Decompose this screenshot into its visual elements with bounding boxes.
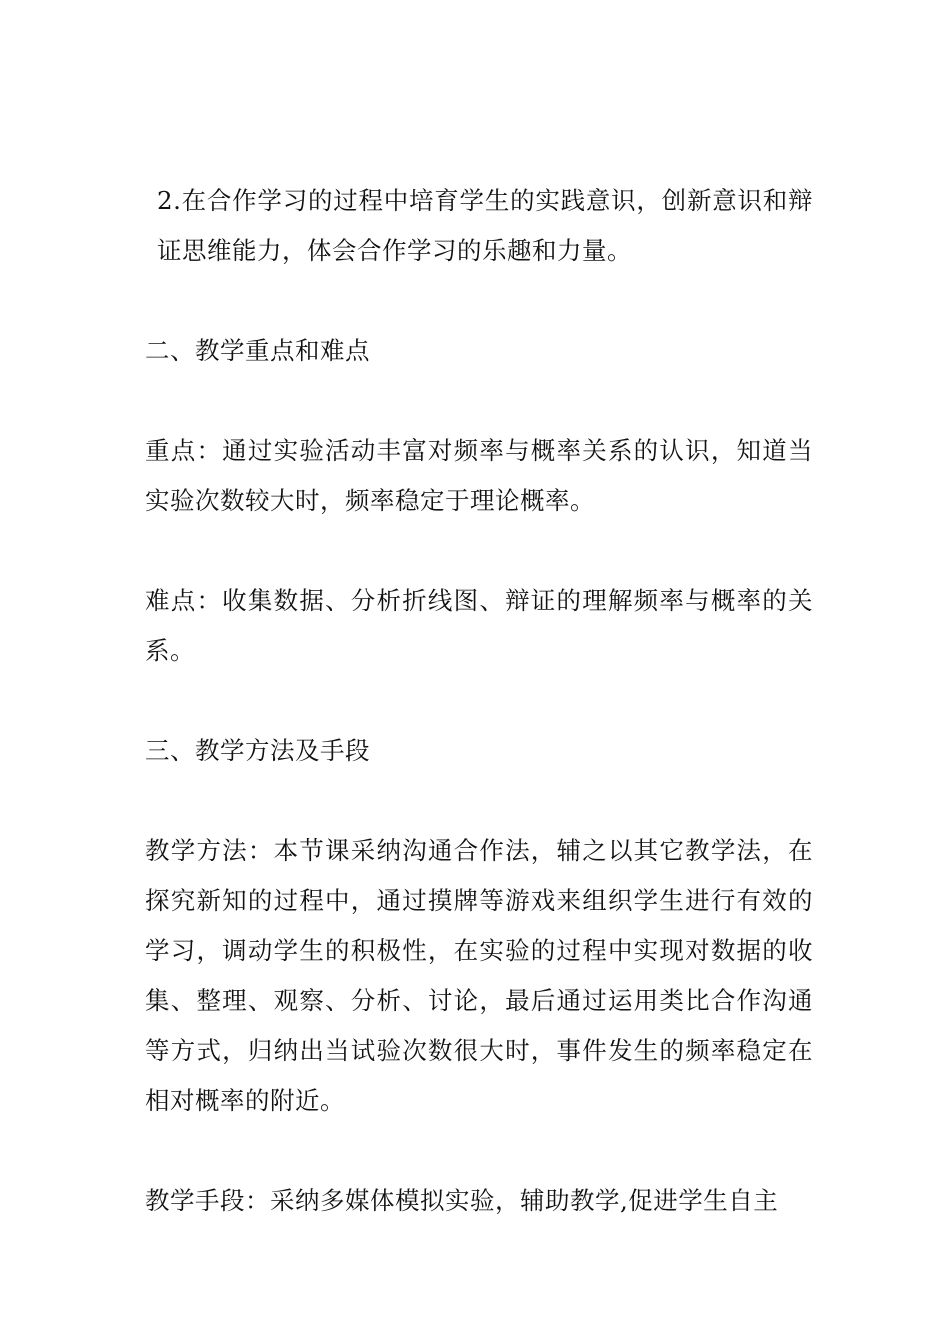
- key-point-paragraph: 重点：通过实验活动丰富对频率与概率关系的认识，知道当实验次数较大时，频率稳定于理论概率。: [145, 436, 813, 515]
- difficulty-paragraph: 难点：收集数据、分析折线图、辩证的理解频率与概率的关系。: [145, 586, 813, 665]
- teaching-method-paragraph: 教学方法：本节课采纳沟通合作法，辅之以其它教学法，在探究新知的过程中，通过摸牌等游戏来组织学生进行有效的学习，调动学生的积极性，在实验的过程中实现对数据的收集、整理、观察、分析、讨论，最后通过运用类比合作沟通等方式，归纳出当试验次数很大时，事件发生的频率稳定在相对概率的附近。: [145, 836, 813, 1115]
- objective-paragraph-2: 2.在合作学习的过程中培育学生的实践意识，创新意识和辩证思维能力，体会合作学习的乐趣和力量。: [157, 186, 813, 265]
- section-heading-key-points: 二、教学重点和难点: [145, 336, 370, 365]
- section-heading-methods: 三、教学方法及手段: [145, 736, 370, 765]
- document-body: [145, 176, 813, 1226]
- teaching-means-paragraph: 教学手段：采纳多媒体模拟实验，辅助教学,促进学生自主: [145, 1186, 779, 1215]
